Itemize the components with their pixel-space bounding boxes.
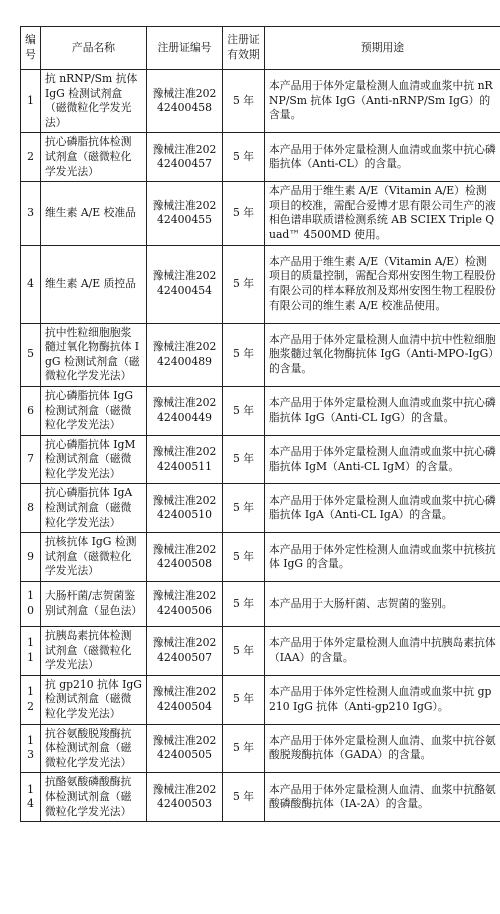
- table-row: [21, 582, 500, 627]
- product-name-cell: 抗心磷脂抗体检测试剂盒（磁微粒化学发光法）: [41, 133, 147, 182]
- header-registration-number: 注册证编号: [147, 27, 223, 70]
- intended-use-cell: 本产品用于体外定量检测人血清中抗中性粒细胞胞浆髓过氧化物酶抗体 IgG（Anti-MPO-IgG）的含量。: [265, 323, 500, 386]
- validity-cell: 5 年: [223, 245, 265, 323]
- table-row: [21, 323, 500, 386]
- intended-use-cell: 本产品用于体外定量检测人血清或血浆中抗心磷脂抗体（Anti-CL）的含量。: [265, 133, 500, 182]
- row-number: 10: [21, 582, 41, 627]
- table-row: [21, 435, 500, 484]
- registration-number-cell: 豫械注准20242400454: [147, 245, 223, 323]
- product-name-cell: 大肠杆菌/志贺菌鉴别试剂盒（显色法）: [41, 582, 147, 627]
- validity-cell: 5 年: [223, 386, 265, 435]
- product-name-cell: 维生素 A/E 质控品: [41, 245, 147, 323]
- validity-cell: 5 年: [223, 70, 265, 133]
- product-name-cell: 维生素 A/E 校准品: [41, 182, 147, 245]
- product-name-cell: 抗 nRNP/Sm 抗体 IgG 检测试剂盒（磁微粒化学发光法）: [41, 70, 147, 133]
- product-name-cell: 抗谷氨酸脱羧酶抗体检测试剂盒（磁微粒化学发光法）: [41, 724, 147, 773]
- row-number: 8: [21, 484, 41, 533]
- intended-use-cell: 本产品用于体外定性检测人血清或血浆中抗 gp210 IgG 抗体（Anti-gp210 IgG）。: [265, 675, 500, 724]
- table-row: [21, 724, 500, 773]
- table-header-row: [21, 27, 500, 70]
- table-row: [21, 773, 500, 822]
- intended-use-cell: 本产品用于维生素 A/E（Vitamin A/E）检测项目的质量控制，需配合郑州安图生物工程股份有限公司的样本释放剂及郑州安图生物工程股份有限公司的维生素 A/E 校准品使用。: [265, 245, 500, 323]
- header-intended-use: 预期用途: [265, 27, 500, 70]
- row-number: 3: [21, 182, 41, 245]
- validity-cell: 5 年: [223, 533, 265, 582]
- product-name-cell: 抗心磷脂抗体 IgA 检测试剂盒（磁微粒化学发光法）: [41, 484, 147, 533]
- header-validity: 注册证有效期: [223, 27, 265, 70]
- product-name-cell: 抗中性粒细胞胞浆髓过氧化物酶抗体 IgG 检测试剂盒（磁微粒化学发光法）: [41, 323, 147, 386]
- row-number: 1: [21, 70, 41, 133]
- validity-cell: 5 年: [223, 133, 265, 182]
- registration-number-cell: 豫械注准20242400511: [147, 435, 223, 484]
- table-row: [21, 386, 500, 435]
- intended-use-cell: 本产品用于体外定量检测人血清或血浆中抗心磷脂抗体 IgG（Anti-CL IgG）的含量。: [265, 386, 500, 435]
- table-row: [21, 627, 500, 676]
- registration-number-cell: 豫械注准20242400508: [147, 533, 223, 582]
- validity-cell: 5 年: [223, 484, 265, 533]
- row-number: 6: [21, 386, 41, 435]
- registration-number-cell: 豫械注准20242400504: [147, 675, 223, 724]
- intended-use-cell: 本产品用于体外定量检测人血清或血浆中抗心磷脂抗体 IgA（Anti-CL IgA）的含量。: [265, 484, 500, 533]
- table-row: [21, 675, 500, 724]
- registration-number-cell: 豫械注准20242400489: [147, 323, 223, 386]
- table-row: [21, 484, 500, 533]
- registration-number-cell: 豫械注准20242400449: [147, 386, 223, 435]
- registration-number-cell: 豫械注准20242400507: [147, 627, 223, 676]
- intended-use-cell: 本产品用于体外定量检测人血清、血浆中抗酪氨酸磷酸酶抗体（IA-2A）的含量。: [265, 773, 500, 822]
- row-number: 9: [21, 533, 41, 582]
- row-number: 14: [21, 773, 41, 822]
- product-name-cell: 抗胰岛素抗体检测试剂盒（磁微粒化学发光法）: [41, 627, 147, 676]
- row-number: 5: [21, 323, 41, 386]
- registration-table: [20, 26, 500, 822]
- validity-cell: 5 年: [223, 627, 265, 676]
- registration-number-cell: 豫械注准20242400510: [147, 484, 223, 533]
- table-row: [21, 533, 500, 582]
- product-name-cell: 抗 gp210 抗体 IgG 检测试剂盒（磁微粒化学发光法）: [41, 675, 147, 724]
- row-number: 7: [21, 435, 41, 484]
- intended-use-cell: 本产品用于体外定量检测人血清或血浆中抗心磷脂抗体 IgM（Anti-CL IgM）的含量。: [265, 435, 500, 484]
- validity-cell: 5 年: [223, 435, 265, 484]
- registration-document: [20, 26, 500, 822]
- registration-number-cell: 豫械注准20242400505: [147, 724, 223, 773]
- registration-number-cell: 豫械注准20242400503: [147, 773, 223, 822]
- table-row: [21, 182, 500, 245]
- row-number: 13: [21, 724, 41, 773]
- validity-cell: 5 年: [223, 323, 265, 386]
- registration-number-cell: 豫械注准20242400506: [147, 582, 223, 627]
- product-name-cell: 抗酪氨酸磷酸酶抗体检测试剂盒（磁微粒化学发光法）: [41, 773, 147, 822]
- intended-use-cell: 本产品用于体外定量检测人血清中抗胰岛素抗体（IAA）的含量。: [265, 627, 500, 676]
- header-product-name: 产品名称: [41, 27, 147, 70]
- validity-cell: 5 年: [223, 675, 265, 724]
- row-number: 11: [21, 627, 41, 676]
- registration-number-cell: 豫械注准20242400455: [147, 182, 223, 245]
- validity-cell: 5 年: [223, 773, 265, 822]
- registration-number-cell: 豫械注准20242400457: [147, 133, 223, 182]
- product-name-cell: 抗心磷脂抗体 IgG 检测试剂盒（磁微粒化学发光法）: [41, 386, 147, 435]
- table-row: [21, 70, 500, 133]
- row-number: 2: [21, 133, 41, 182]
- row-number: 4: [21, 245, 41, 323]
- table-row: [21, 133, 500, 182]
- intended-use-cell: 本产品用于体外定量检测人血清、血浆中抗谷氨酸脱羧酶抗体（GADA）的含量。: [265, 724, 500, 773]
- registration-number-cell: 豫械注准20242400458: [147, 70, 223, 133]
- validity-cell: 5 年: [223, 724, 265, 773]
- product-name-cell: 抗核抗体 IgG 检测试剂盒（磁微粒化学发光法）: [41, 533, 147, 582]
- intended-use-cell: 本产品用于体外定性检测人血清或血浆中抗核抗体 IgG 的含量。: [265, 533, 500, 582]
- validity-cell: 5 年: [223, 582, 265, 627]
- intended-use-cell: 本产品用于大肠杆菌、志贺菌的鉴别。: [265, 582, 500, 627]
- intended-use-cell: 本产品用于维生素 A/E（Vitamin A/E）检测项目的校准，需配合爱博才思有限公司生产的液相色谱串联质谱检测系统 AB SCIEX Triple Quad™ 4500MD 使用。: [265, 182, 500, 245]
- row-number: 12: [21, 675, 41, 724]
- validity-cell: 5 年: [223, 182, 265, 245]
- product-name-cell: 抗心磷脂抗体 IgM 检测试剂盒（磁微粒化学发光法）: [41, 435, 147, 484]
- header-number: 编号: [21, 27, 41, 70]
- intended-use-cell: 本产品用于体外定量检测人血清或血浆中抗 nRNP/Sm 抗体 IgG（Anti-nRNP/Sm IgG）的含量。: [265, 70, 500, 133]
- table-row: [21, 245, 500, 323]
